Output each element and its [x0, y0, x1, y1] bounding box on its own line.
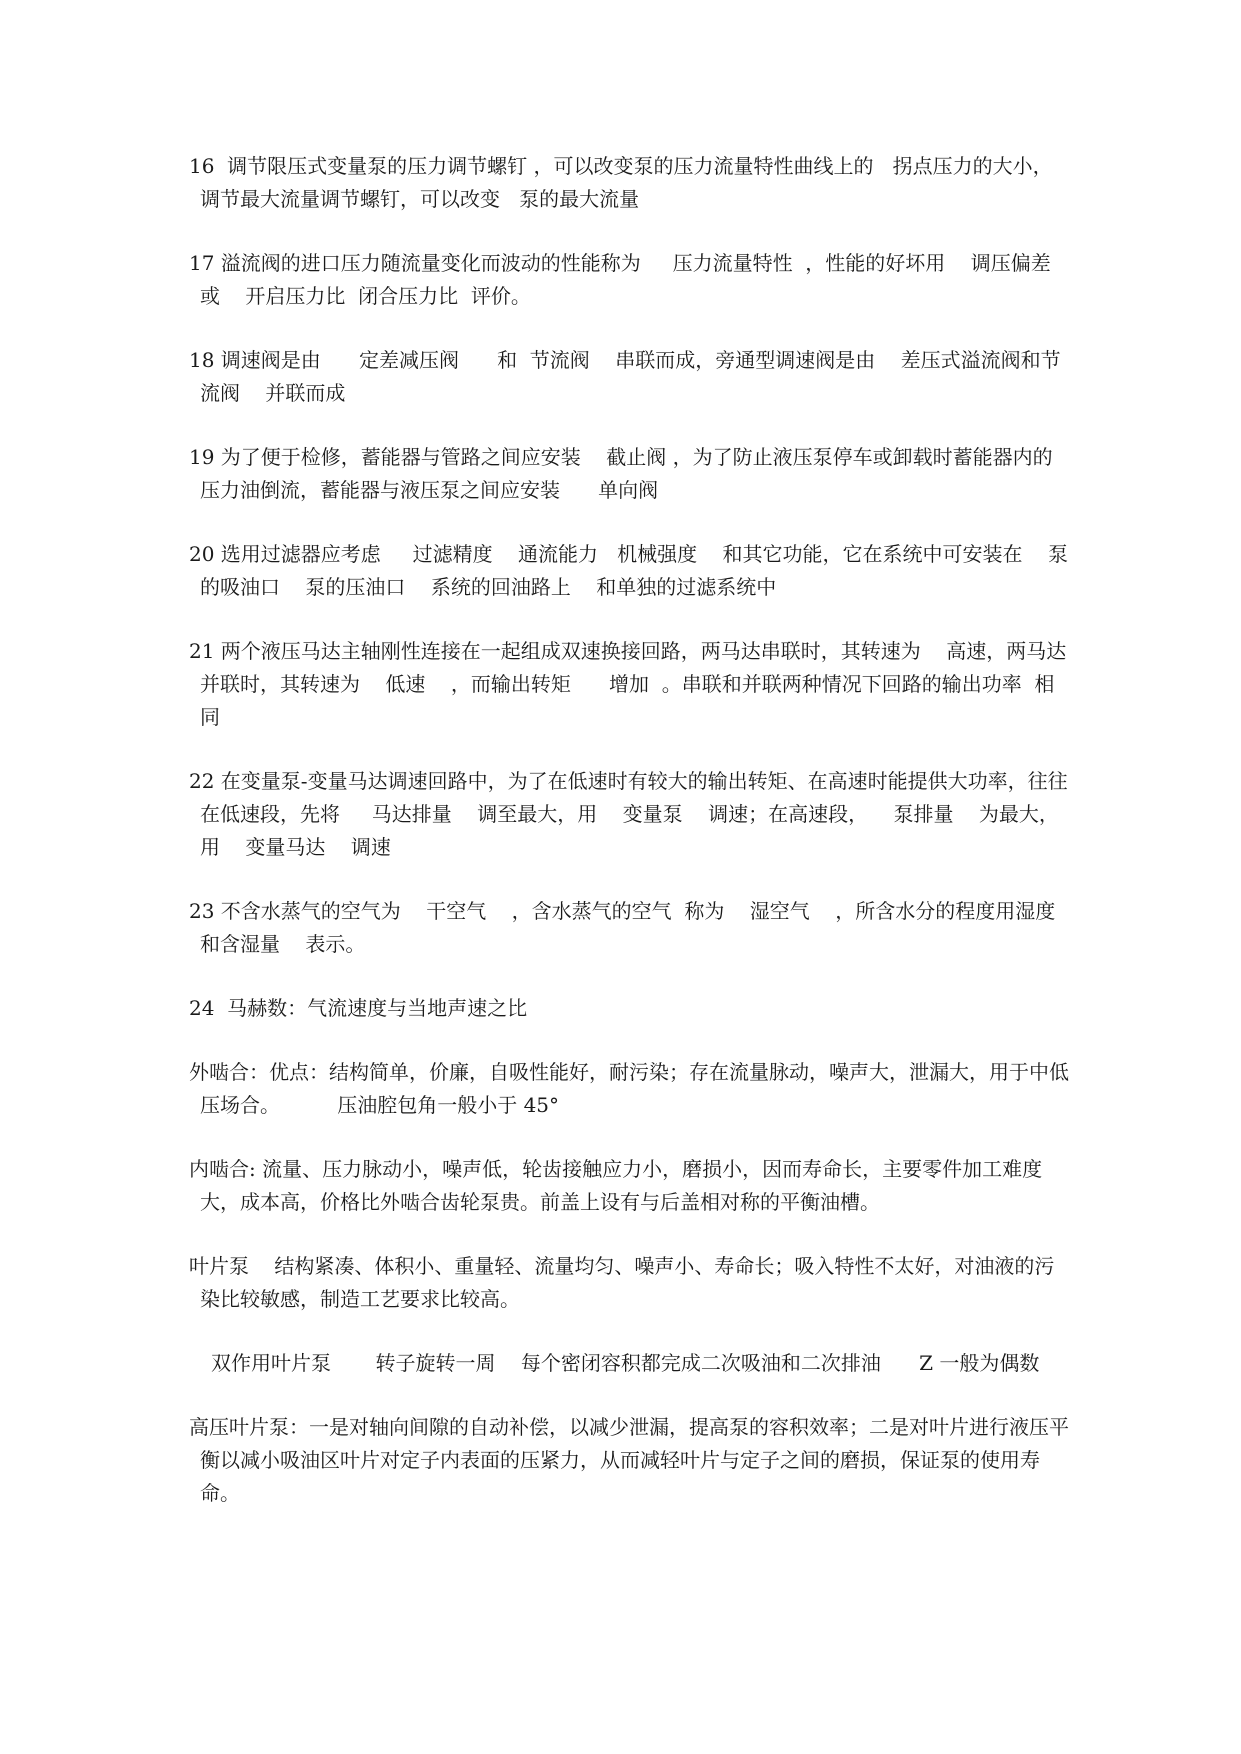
paragraph-18: 18 调速阀是由 定差减压阀 和 节流阀 串联而成，旁通型调速阀是由 差压式溢流阀和节流阀 并联而成: [189, 348, 1061, 405]
paragraph-19: 19 为了便于检修，蓄能器与管路之间应安装 截止阀 ，为了防止液压泵停车或卸载时蓄能器内的压力油倒流，蓄能器与液压泵之间应安装 单向阀: [189, 445, 1053, 502]
document-body: [189, 150, 1069, 1541]
paragraph-16: 16 调节限压式变量泵的压力调节螺钉 ，可以改变泵的压力流量特性曲线上的 拐点压力的大小，调节最大流量调节螺钉，可以改变 泵的最大流量: [189, 154, 1053, 211]
paragraph-external-gear: 外啮合：优点：结构简单，价廉，自吸性能好，耐污染；存在流量脉动，噪声大，泄漏大，用于中低压场合。 压油腔包角一般小于 45°: [189, 1060, 1069, 1117]
paragraph-vane-pump: 叶片泵 结构紧凑、体积小、重量轻、流量均匀、噪声小、寿命长；吸入特性不太好，对油液的污染比较敏感，制造工艺要求比较高。: [189, 1254, 1055, 1311]
paragraph-23: 23 不含水蒸气的空气为 干空气 ，含水蒸气的空气 称为 湿空气 ，所含水分的程度用湿度 和含湿量 表示。: [189, 899, 1068, 956]
paragraph-17: 17 溢流阀的进口压力随流量变化而波动的性能称为 压力流量特性 ，性能的好坏用 调压偏差或 开启压力比 闭合压力比 评价。: [189, 251, 1051, 308]
paragraph-22: 22 在变量泵-变量马达调速回路中，为了在低速时有较大的输出转矩、在高速时能提供大功率，往往在低速段，先将 马达排量 调至最大，用 变量泵 调速；在高速段， 泵排量 为最大，用 变量马达 调速: [189, 769, 1068, 859]
paragraph-21: 21 两个液压马达主轴刚性连接在一起组成双速换接回路，两马达串联时，其转速为 高速，两马达并联时，其转速为 低速 ，而输出转矩 增加 。串联和并联两种情况下回路的输出功率 相同: [189, 639, 1067, 729]
paragraph-double-acting-vane-pump: 双作用叶片泵 转子旋转一周 每个密闭容积都完成二次吸油和二次排油 Z 一般为偶数: [211, 1351, 1040, 1375]
paragraph-24: 24 马赫数：气流速度与当地声速之比: [189, 996, 528, 1020]
paragraph-high-pressure-vane-pump: 高压叶片泵：一是对轴向间隙的自动补偿，以减少泄漏，提高泵的容积效率；二是对叶片进行液压平衡以减小吸油区叶片对定子内表面的压紧力，从而减轻叶片与定子之间的磨损，保证泵的使用寿命。: [189, 1415, 1069, 1505]
paragraph-20: 20 选用过滤器应考虑 过滤精度 通流能力 机械强度 和其它功能，它在系统中可安装在 泵的吸油口 泵的压油口 系统的回油路上 和单独的过滤系统中: [189, 542, 1068, 599]
paragraph-internal-gear: 内啮合: 流量、压力脉动小，噪声低，轮齿接触应力小，磨损小，因而寿命长，主要零件加工难度大，成本高，价格比外啮合齿轮泵贵。前盖上设有与后盖相对称的平衡油槽。: [189, 1157, 1043, 1214]
